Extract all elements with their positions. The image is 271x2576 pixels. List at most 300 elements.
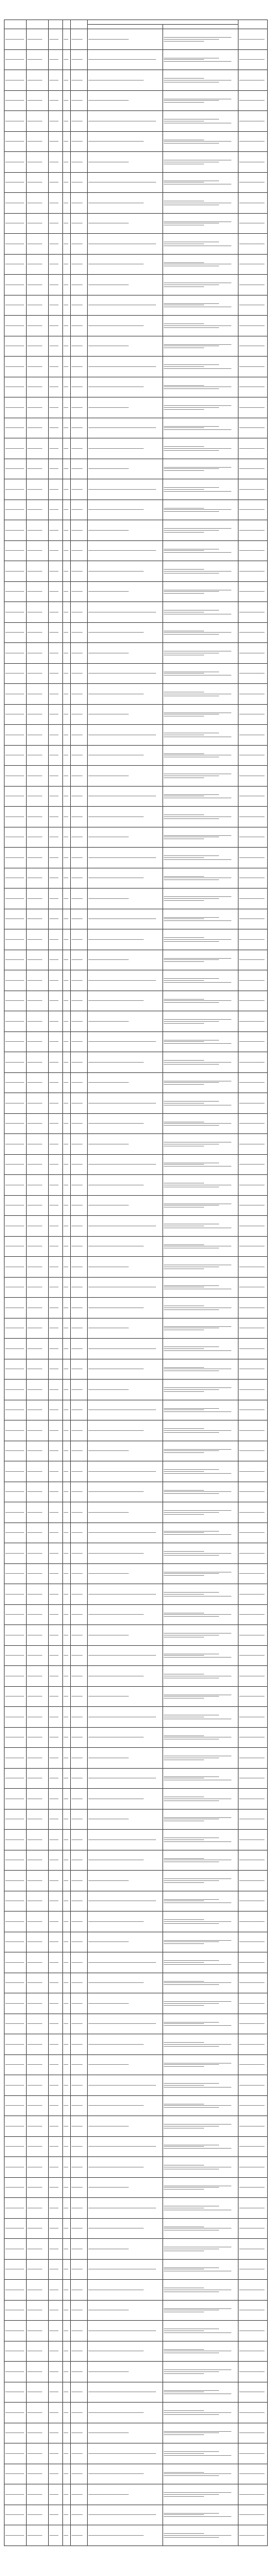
cell-id — [5, 1298, 27, 1319]
table-row — [5, 1154, 268, 1175]
cell-post — [49, 1686, 63, 1707]
cell-post — [49, 2525, 63, 2546]
cell-note — [239, 1236, 268, 1257]
illegible-text-placeholder — [164, 2494, 219, 2495]
cell-type — [71, 2525, 88, 2546]
cell-requirement-b — [163, 1563, 239, 1584]
illegible-text-placeholder — [64, 1348, 68, 1349]
illegible-text-placeholder — [164, 2373, 204, 2374]
cell-count — [63, 1543, 71, 1564]
illegible-text-placeholder — [164, 2431, 231, 2432]
illegible-text-placeholder — [5, 1164, 24, 1165]
column-header — [27, 20, 49, 29]
cell-requirement-b — [163, 2198, 239, 2219]
cell-post — [49, 1789, 63, 1810]
cell-post — [49, 131, 63, 152]
illegible-text-placeholder — [49, 550, 58, 551]
illegible-text-placeholder — [71, 468, 83, 469]
cell-type — [71, 827, 88, 848]
illegible-text-placeholder — [64, 1900, 68, 1901]
cell-requirement-b — [163, 1645, 239, 1666]
illegible-text-placeholder — [239, 2535, 265, 2536]
cell-requirement-b — [163, 1277, 239, 1298]
illegible-text-placeholder — [27, 1655, 42, 1656]
illegible-text-placeholder — [239, 1450, 265, 1451]
cell-requirement-b — [163, 1318, 239, 1339]
cell-id — [5, 2014, 27, 2034]
table-row — [5, 1031, 268, 1052]
cell-type — [71, 398, 88, 418]
cell-note — [239, 2116, 268, 2137]
cell-count — [63, 1113, 71, 1134]
cell-requirement-a — [88, 1298, 163, 1319]
cell-type — [71, 929, 88, 950]
illegible-text-placeholder — [27, 1532, 42, 1533]
cell-requirement-a — [88, 684, 163, 705]
illegible-text-placeholder — [164, 753, 204, 754]
cell-note — [239, 438, 268, 459]
cell-note — [239, 2136, 268, 2157]
illegible-text-placeholder — [71, 2085, 83, 2086]
cell-count — [63, 1482, 71, 1502]
illegible-text-placeholder — [5, 673, 24, 674]
table-row — [5, 602, 268, 623]
illegible-text-placeholder — [27, 939, 42, 940]
illegible-text-placeholder — [5, 1512, 24, 1513]
cell-requirement-a — [88, 1175, 163, 1196]
cell-count — [63, 1339, 71, 1359]
cell-unit — [27, 1707, 49, 1728]
cell-id — [5, 234, 27, 255]
cell-note — [239, 540, 268, 561]
cell-id — [5, 643, 27, 664]
cell-requirement-b — [163, 275, 239, 296]
cell-type — [71, 540, 88, 561]
illegible-text-placeholder — [27, 1512, 42, 1513]
cell-unit — [27, 602, 49, 623]
illegible-text-placeholder — [27, 1921, 42, 1922]
table-row — [5, 438, 268, 459]
illegible-text-placeholder — [64, 1389, 68, 1390]
cell-requirement-b — [163, 2054, 239, 2075]
cell-requirement-b — [163, 766, 239, 787]
illegible-text-placeholder — [49, 816, 58, 817]
illegible-text-placeholder — [64, 1594, 68, 1595]
illegible-text-placeholder — [239, 468, 265, 469]
illegible-text-placeholder — [239, 80, 265, 81]
cell-note — [239, 1973, 268, 1993]
illegible-text-placeholder — [71, 1062, 83, 1063]
cell-type — [71, 950, 88, 970]
cell-count — [63, 152, 71, 173]
cell-requirement-b — [163, 2525, 239, 2546]
illegible-text-placeholder — [71, 100, 83, 101]
illegible-text-placeholder — [164, 961, 204, 962]
cell-unit — [27, 2464, 49, 2484]
illegible-text-placeholder — [88, 1573, 129, 1574]
cell-requirement-b — [163, 1830, 239, 1850]
table-row — [5, 1257, 268, 1278]
cell-type — [71, 1441, 88, 1461]
cell-id — [5, 1625, 27, 1646]
cell-type — [71, 213, 88, 234]
illegible-text-placeholder — [49, 509, 58, 510]
table-row — [5, 295, 268, 316]
cell-post — [49, 1113, 63, 1134]
illegible-text-placeholder — [5, 1348, 24, 1349]
illegible-text-placeholder — [164, 1553, 231, 1554]
illegible-text-placeholder — [239, 1553, 265, 1554]
cell-requirement-a — [88, 991, 163, 1011]
illegible-text-placeholder — [71, 980, 83, 981]
cell-note — [239, 1666, 268, 1687]
illegible-text-placeholder — [88, 980, 156, 981]
table-header — [5, 20, 268, 29]
illegible-text-placeholder — [64, 571, 68, 572]
illegible-text-placeholder — [164, 1493, 219, 1494]
table-row — [5, 909, 268, 929]
illegible-text-placeholder — [164, 857, 204, 858]
cell-requirement-a — [88, 1563, 163, 1584]
illegible-text-placeholder — [164, 2046, 219, 2047]
cell-post — [49, 2218, 63, 2239]
illegible-text-placeholder — [71, 1205, 83, 1206]
cell-requirement-a — [88, 1421, 163, 1441]
cell-requirement-a — [88, 1912, 163, 1932]
illegible-text-placeholder — [64, 1164, 68, 1165]
cell-requirement-b — [163, 234, 239, 255]
illegible-text-placeholder — [64, 2535, 68, 2536]
cell-count — [63, 1912, 71, 1932]
cell-type — [71, 1236, 88, 1257]
cell-requirement-a — [88, 1257, 163, 1278]
illegible-text-placeholder — [5, 1594, 24, 1595]
illegible-text-placeholder — [64, 448, 68, 449]
illegible-text-placeholder — [164, 1510, 231, 1511]
cell-requirement-a — [88, 950, 163, 970]
illegible-text-placeholder — [49, 1696, 58, 1697]
illegible-text-placeholder — [239, 2412, 265, 2413]
cell-id — [5, 970, 27, 991]
table-row — [5, 459, 268, 479]
cell-type — [71, 561, 88, 582]
cell-note — [239, 2157, 268, 2178]
cell-unit — [27, 1645, 49, 1666]
cell-requirement-a — [88, 377, 163, 398]
illegible-text-placeholder — [164, 37, 231, 38]
cell-note — [239, 1093, 268, 1114]
cell-unit — [27, 807, 49, 827]
cell-id — [5, 1666, 27, 1687]
cell-requirement-a — [88, 1236, 163, 1257]
illegible-text-placeholder — [88, 1450, 129, 1451]
illegible-text-placeholder — [164, 1473, 231, 1474]
cell-id — [5, 1236, 27, 1257]
illegible-text-placeholder — [5, 1573, 24, 1574]
illegible-text-placeholder — [5, 2432, 24, 2433]
column-header — [63, 20, 71, 29]
cell-post — [49, 316, 63, 336]
illegible-text-placeholder — [49, 2085, 58, 2086]
cell-note — [239, 2403, 268, 2423]
cell-requirement-b — [163, 2423, 239, 2443]
illegible-text-placeholder — [64, 1041, 68, 1042]
illegible-text-placeholder — [71, 2044, 83, 2045]
cell-post — [49, 663, 63, 684]
cell-id — [5, 275, 27, 296]
illegible-text-placeholder — [239, 2105, 265, 2106]
cell-type — [71, 2341, 88, 2362]
cell-id — [5, 131, 27, 152]
cell-id — [5, 1522, 27, 1543]
cell-id — [5, 1154, 27, 1175]
cell-count — [63, 316, 71, 336]
cell-note — [239, 1871, 268, 1891]
cell-unit — [27, 1543, 49, 1564]
cell-count — [63, 295, 71, 316]
illegible-text-placeholder — [239, 2432, 265, 2433]
cell-requirement-a — [88, 1031, 163, 1052]
illegible-text-placeholder — [164, 2513, 219, 2514]
table-row — [5, 2525, 268, 2546]
illegible-text-placeholder — [71, 2187, 83, 2188]
cell-type — [71, 2157, 88, 2178]
cell-note — [239, 2321, 268, 2342]
cell-id — [5, 1461, 27, 1482]
cell-unit — [27, 1052, 49, 1073]
illegible-text-placeholder — [64, 632, 68, 633]
cell-id — [5, 70, 27, 91]
cell-id — [5, 1768, 27, 1789]
cell-type — [71, 725, 88, 746]
cell-id — [5, 1052, 27, 1073]
cell-unit — [27, 1502, 49, 1523]
cell-count — [63, 1522, 71, 1543]
illegible-text-placeholder — [71, 448, 83, 449]
illegible-text-placeholder — [49, 1962, 58, 1963]
cell-count — [63, 2239, 71, 2260]
cell-post — [49, 254, 63, 275]
cell-requirement-a — [88, 2259, 163, 2280]
cell-count — [63, 909, 71, 929]
cell-note — [239, 1195, 268, 1216]
cell-id — [5, 786, 27, 807]
cell-requirement-a — [88, 70, 163, 91]
cell-post — [49, 1830, 63, 1850]
cell-id — [5, 1257, 27, 1278]
cell-id — [5, 1113, 27, 1134]
illegible-text-placeholder — [5, 2146, 24, 2147]
cell-id — [5, 1195, 27, 1216]
table-row — [5, 1645, 268, 1666]
cell-unit — [27, 950, 49, 970]
cell-requirement-a — [88, 1052, 163, 1073]
illegible-text-placeholder — [164, 1062, 231, 1063]
illegible-text-placeholder — [71, 1041, 83, 1042]
cell-requirement-b — [163, 1973, 239, 1993]
illegible-text-placeholder — [71, 2473, 83, 2474]
cell-post — [49, 868, 63, 889]
illegible-text-placeholder — [64, 325, 68, 326]
illegible-text-placeholder — [88, 1594, 156, 1595]
illegible-text-placeholder — [27, 80, 42, 81]
illegible-text-placeholder — [64, 1982, 68, 1983]
cell-requirement-b — [163, 950, 239, 970]
cell-note — [239, 1339, 268, 1359]
illegible-text-placeholder — [164, 2496, 204, 2497]
cell-count — [63, 2198, 71, 2219]
illegible-text-placeholder — [27, 2044, 42, 2045]
cell-requirement-a — [88, 1850, 163, 1871]
cell-requirement-b — [163, 1134, 239, 1155]
cell-post — [49, 2034, 63, 2055]
illegible-text-placeholder — [71, 571, 83, 572]
illegible-text-placeholder — [49, 1982, 58, 1983]
table-row — [5, 889, 268, 909]
illegible-text-placeholder — [164, 385, 204, 386]
cell-unit — [27, 1298, 49, 1319]
table-row — [5, 1727, 268, 1748]
cell-count — [63, 520, 71, 541]
illegible-text-placeholder — [64, 857, 68, 858]
cell-unit — [27, 2198, 49, 2219]
cell-count — [63, 1461, 71, 1482]
illegible-text-placeholder — [164, 1841, 231, 1842]
illegible-text-placeholder — [71, 2535, 83, 2536]
illegible-text-placeholder — [164, 1962, 204, 1963]
cell-id — [5, 1912, 27, 1932]
cell-id — [5, 1563, 27, 1584]
illegible-text-placeholder — [27, 1062, 42, 1063]
table-row — [5, 479, 268, 500]
illegible-text-placeholder — [164, 39, 219, 40]
illegible-text-placeholder — [164, 1960, 219, 1961]
illegible-text-placeholder — [71, 2064, 83, 2065]
illegible-text-placeholder — [164, 1899, 219, 1900]
cell-id — [5, 438, 27, 459]
cell-count — [63, 766, 71, 787]
cell-id — [5, 1011, 27, 1032]
cell-id — [5, 2280, 27, 2301]
illegible-text-placeholder — [164, 1411, 231, 1412]
illegible-text-placeholder — [88, 2064, 129, 2065]
illegible-text-placeholder — [239, 2044, 265, 2045]
table-row — [5, 1298, 268, 1319]
illegible-text-placeholder — [49, 1021, 58, 1022]
cell-note — [239, 1052, 268, 1073]
illegible-text-placeholder — [164, 1000, 231, 1001]
cell-type — [71, 1645, 88, 1666]
cell-requirement-a — [88, 1154, 163, 1175]
table-row — [5, 193, 268, 214]
cell-unit — [27, 1441, 49, 1461]
table-row — [5, 581, 268, 602]
illegible-text-placeholder — [49, 2228, 58, 2229]
cell-type — [71, 1871, 88, 1891]
cell-type — [71, 172, 88, 193]
illegible-text-placeholder — [239, 1941, 265, 1942]
cell-note — [239, 1318, 268, 1339]
cell-requirement-b — [163, 1891, 239, 1912]
table-row — [5, 1216, 268, 1237]
illegible-text-placeholder — [27, 1103, 42, 1104]
illegible-text-placeholder — [164, 2044, 231, 2045]
cell-type — [71, 684, 88, 705]
cell-requirement-a — [88, 2484, 163, 2505]
cell-note — [239, 827, 268, 848]
cell-post — [49, 1482, 63, 1502]
cell-count — [63, 602, 71, 623]
cell-requirement-b — [163, 1686, 239, 1707]
cell-requirement-b — [163, 807, 239, 827]
illegible-text-placeholder — [88, 366, 156, 367]
illegible-text-placeholder — [164, 1941, 219, 1942]
illegible-text-placeholder — [27, 1450, 42, 1451]
cell-unit — [27, 1421, 49, 1441]
cell-requirement-b — [163, 2484, 239, 2505]
cell-post — [49, 213, 63, 234]
cell-requirement-b — [163, 1850, 239, 1871]
illegible-text-placeholder — [88, 1041, 156, 1042]
cell-unit — [27, 1625, 49, 1646]
illegible-text-placeholder — [5, 2126, 24, 2127]
illegible-text-placeholder — [239, 1900, 265, 1901]
cell-type — [71, 2014, 88, 2034]
cell-unit — [27, 2239, 49, 2260]
illegible-text-placeholder — [164, 2107, 219, 2108]
cell-note — [239, 1113, 268, 1134]
cell-note — [239, 2382, 268, 2403]
cell-note — [239, 499, 268, 520]
illegible-text-placeholder — [239, 2003, 265, 2004]
cell-requirement-b — [163, 49, 239, 70]
illegible-text-placeholder — [239, 2494, 265, 2495]
illegible-text-placeholder — [88, 1307, 144, 1308]
illegible-text-placeholder — [64, 816, 68, 817]
illegible-text-placeholder — [64, 2126, 68, 2127]
cell-post — [49, 1052, 63, 1073]
illegible-text-placeholder — [71, 1082, 83, 1083]
illegible-text-placeholder — [71, 2412, 83, 2413]
illegible-text-placeholder — [27, 1123, 42, 1124]
cell-note — [239, 1768, 268, 1789]
cell-requirement-b — [163, 1952, 239, 1973]
cell-requirement-b — [163, 1441, 239, 1461]
illegible-text-placeholder — [64, 1491, 68, 1492]
cell-id — [5, 1686, 27, 1707]
illegible-text-placeholder — [71, 509, 83, 510]
cell-post — [49, 1891, 63, 1912]
illegible-text-placeholder — [88, 100, 129, 101]
cell-post — [49, 1645, 63, 1666]
illegible-text-placeholder — [239, 1000, 265, 1001]
cell-type — [71, 2136, 88, 2157]
cell-post — [49, 2116, 63, 2137]
illegible-text-placeholder — [64, 468, 68, 469]
illegible-text-placeholder — [164, 1592, 219, 1593]
cell-post — [49, 1871, 63, 1891]
cell-count — [63, 1789, 71, 1810]
cell-note — [239, 2095, 268, 2116]
illegible-text-placeholder — [164, 1982, 231, 1983]
cell-type — [71, 193, 88, 214]
illegible-text-placeholder — [164, 2414, 219, 2415]
cell-note — [239, 1543, 268, 1564]
cell-type — [71, 152, 88, 173]
cell-post — [49, 1993, 63, 2014]
cell-id — [5, 1277, 27, 1298]
illegible-text-placeholder — [164, 1919, 204, 1920]
